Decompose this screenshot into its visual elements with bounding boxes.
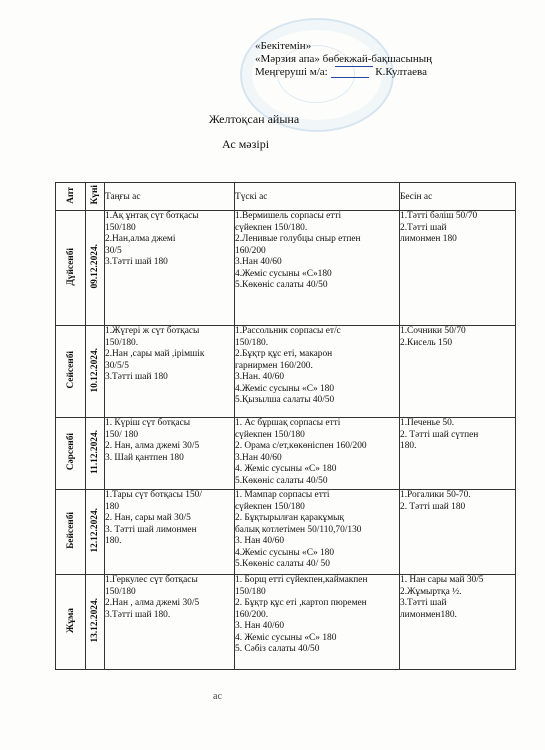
lunch-item: 1. Ас бұршақ сорпасы етті xyxy=(235,418,341,428)
snack-item: 2.Жұмыртқа ½. xyxy=(400,586,462,597)
breakfast-item: 3.Тәтті шай 180 xyxy=(105,372,168,382)
lunch-cell xyxy=(235,490,400,575)
lunch-item: балық котлетімен 50/110,70/130 xyxy=(235,524,362,535)
lunch-item: 4. Жеміс сусыны «С» 180 xyxy=(235,464,337,474)
lunch-item: 3.Нан 40/60 xyxy=(235,452,282,463)
table-row xyxy=(56,490,516,575)
breakfast-cell xyxy=(105,490,235,575)
lunch-item: 1. Мампар сорпасы етті xyxy=(235,490,330,500)
head-title: Меңгеруші м/а: xyxy=(255,66,328,78)
head-name: К.Култаева xyxy=(375,66,427,78)
lunch-cell xyxy=(235,326,400,418)
snack-item: 2.Тәтті шай xyxy=(400,222,447,233)
lunch-item: 4.Жеміс сусыны «С»180 xyxy=(235,268,332,279)
lunch-item: 4.Жеміс сусыны «С» 180 xyxy=(235,383,335,394)
snack-item: 2.Кисель 150 xyxy=(400,337,453,348)
breakfast-item: 3.Тәтті шай 180. xyxy=(105,609,171,620)
breakfast-cell xyxy=(105,211,235,326)
day-cell: Жұма xyxy=(56,575,86,670)
header-lunch: Түскі ас xyxy=(235,183,400,211)
date-cell: 13.12.2024. xyxy=(86,575,105,670)
lunch-item: 2.Ленивые голубцы сныр етпен xyxy=(235,234,361,244)
menu-title: Ас мәзірі xyxy=(222,137,270,151)
lunch-item: 150/180 xyxy=(235,586,266,597)
snack-item: 1. Нан сары май 30/5 xyxy=(400,575,484,585)
month-title: Желтоқсан айына xyxy=(209,112,300,126)
snack-item: 1.Рогалики 50-70. xyxy=(400,490,471,500)
breakfast-item: 3. Шай қантпен 180 xyxy=(105,452,184,463)
snack-item: 1.Печенье 50. xyxy=(400,418,455,428)
breakfast-item: 3.Тәтті шай 180 xyxy=(105,257,168,267)
footer-mark: ас xyxy=(213,691,222,702)
breakfast-item: 30/5 xyxy=(105,245,122,256)
table-row xyxy=(56,211,516,326)
day-cell: Сейсенбі xyxy=(56,326,86,418)
lunch-item: 1.Рассольник сорпасы ет/с xyxy=(235,326,341,336)
lunch-item: 5.Көкөніс салаты 40/50 xyxy=(235,280,328,290)
approval-line-3 xyxy=(255,66,432,79)
lunch-item: 160/200. xyxy=(235,609,269,620)
day-cell: Сәрсенбі xyxy=(56,418,86,490)
breakfast-item: 2.Нан ,сары май ,ірімшік xyxy=(105,349,205,359)
breakfast-cell xyxy=(105,326,235,418)
snack-item: 2. Тәтті шай 180 xyxy=(400,501,466,512)
header-day: Апт xyxy=(56,183,86,211)
date-cell: 12.12.2024. xyxy=(86,490,105,575)
lunch-item: 3. Нан 40/60 xyxy=(235,621,285,631)
menu-table xyxy=(55,182,516,670)
snack-cell xyxy=(400,211,516,326)
lunch-item: сүйекпен 150/180 xyxy=(235,429,305,440)
breakfast-item: 2. Нан, алма джемі 30/5 xyxy=(105,441,200,451)
header-snack: Бесін ас xyxy=(400,183,516,211)
breakfast-cell xyxy=(105,418,235,490)
lunch-item: 3. Нан 40/60 xyxy=(235,536,285,546)
date-cell: 10.12.2024. xyxy=(86,326,105,418)
lunch-item: 160/200 xyxy=(235,245,266,256)
snack-cell xyxy=(400,575,516,670)
date-cell: 11.12.2024. xyxy=(86,418,105,490)
breakfast-item: 30/5/5 xyxy=(105,360,129,371)
snack-cell xyxy=(400,490,516,575)
breakfast-item: 150/180 xyxy=(105,586,136,597)
lunch-item: 2.Бұқтр құс еті, макарон xyxy=(235,349,333,359)
snack-item: 1.Тәтті бәліш 50/70 xyxy=(400,211,478,221)
breakfast-item: 1.Тары сүт ботқасы 150/ xyxy=(105,490,202,500)
breakfast-item: 1. Күріш сүт ботқасы xyxy=(105,418,191,428)
approval-line-2: «Мәрзия апа» бөбекжай-бақшасының xyxy=(255,53,433,65)
breakfast-item: 3. Тәтті шай лимонмен xyxy=(105,524,197,535)
lunch-item: 2. Бұқтр құс еті ,картоп пюремен xyxy=(235,598,367,608)
table-row xyxy=(56,575,516,670)
snack-item: 1.Сочники 50/70 xyxy=(400,326,466,336)
header-date: Күні xyxy=(86,183,105,211)
date-cell: 09.12.2024. xyxy=(86,211,105,326)
breakfast-item: 2.Нан,алма джемі xyxy=(105,234,176,244)
lunch-cell xyxy=(235,418,400,490)
breakfast-item: 180. xyxy=(105,536,122,546)
lunch-item: 1.Вермишель сорпасы етті xyxy=(235,211,342,221)
lunch-item: гарнирмен 160/200. xyxy=(235,360,313,371)
breakfast-cell xyxy=(105,575,235,670)
lunch-item: 1. Борщ етті сүйекпен,каймакпен xyxy=(235,575,368,585)
breakfast-item: 2.Нан , алма джемі 30/5 xyxy=(105,598,200,608)
breakfast-item: 180 xyxy=(105,501,120,512)
breakfast-item: 150/ 180 xyxy=(105,429,139,440)
lunch-cell xyxy=(235,211,400,326)
breakfast-item: 150/180 xyxy=(105,222,136,233)
breakfast-item: 1.Жүгері ж сүт ботқасы xyxy=(105,326,200,336)
lunch-item: 5. Сәбіз салаты 40/50 xyxy=(235,644,320,654)
header-breakfast: Таңғы ас xyxy=(105,183,235,211)
approval-block xyxy=(255,40,432,79)
snack-item: 3.Тәтті шай xyxy=(400,598,447,608)
lunch-item: 5.Көкөніс салаты 40/ 50 xyxy=(235,559,330,569)
lunch-item: 4.Жеміс сусыны «С» 180 xyxy=(235,547,335,558)
lunch-item: 2. Бұқтырылған қаракұмық xyxy=(235,513,345,523)
lunch-item: 3.Нан 40/60 xyxy=(235,257,282,267)
snack-cell xyxy=(400,418,516,490)
lunch-item: 5.Көкөніс салаты 40/50 xyxy=(235,475,328,486)
snack-item: лимонмен180. xyxy=(400,609,457,620)
lunch-item: сүйекпен 150/180 xyxy=(235,501,305,512)
approval-line-1: «Бекітемін» xyxy=(255,40,312,52)
lunch-item: 5.Қызылша салаты 40/50 xyxy=(235,395,335,405)
signature xyxy=(330,66,372,78)
breakfast-item: 2. Нан, сары май 30/5 xyxy=(105,513,191,523)
lunch-item: 3.Нан. 40/60 xyxy=(235,372,285,382)
lunch-item: 4. Жеміс сусыны «С» 180 xyxy=(235,632,337,643)
lunch-item: 2. Орама с/ет,көкөніспен 160/200 xyxy=(235,441,367,451)
table-header-row xyxy=(56,183,516,211)
day-cell: Дүйсенбі xyxy=(56,211,86,326)
breakfast-item: 150/180. xyxy=(105,337,139,348)
snack-item: 2. Тәтті шай сүтпен xyxy=(400,429,479,440)
day-cell: Бейсенбі xyxy=(56,490,86,575)
breakfast-item: 1.Геркулес сүт ботқасы xyxy=(105,575,198,585)
snack-item: 180. xyxy=(400,441,417,451)
lunch-item: 150/180. xyxy=(235,337,269,348)
lunch-cell xyxy=(235,575,400,670)
lunch-item: сүйекпен 150/180. xyxy=(235,222,308,233)
table-row xyxy=(56,418,516,490)
breakfast-item: 1.Ақ ұнтақ сүт ботқасы xyxy=(105,211,199,221)
snack-item: лимонмен 180 xyxy=(400,234,457,244)
snack-cell xyxy=(400,326,516,418)
table-row xyxy=(56,326,516,418)
